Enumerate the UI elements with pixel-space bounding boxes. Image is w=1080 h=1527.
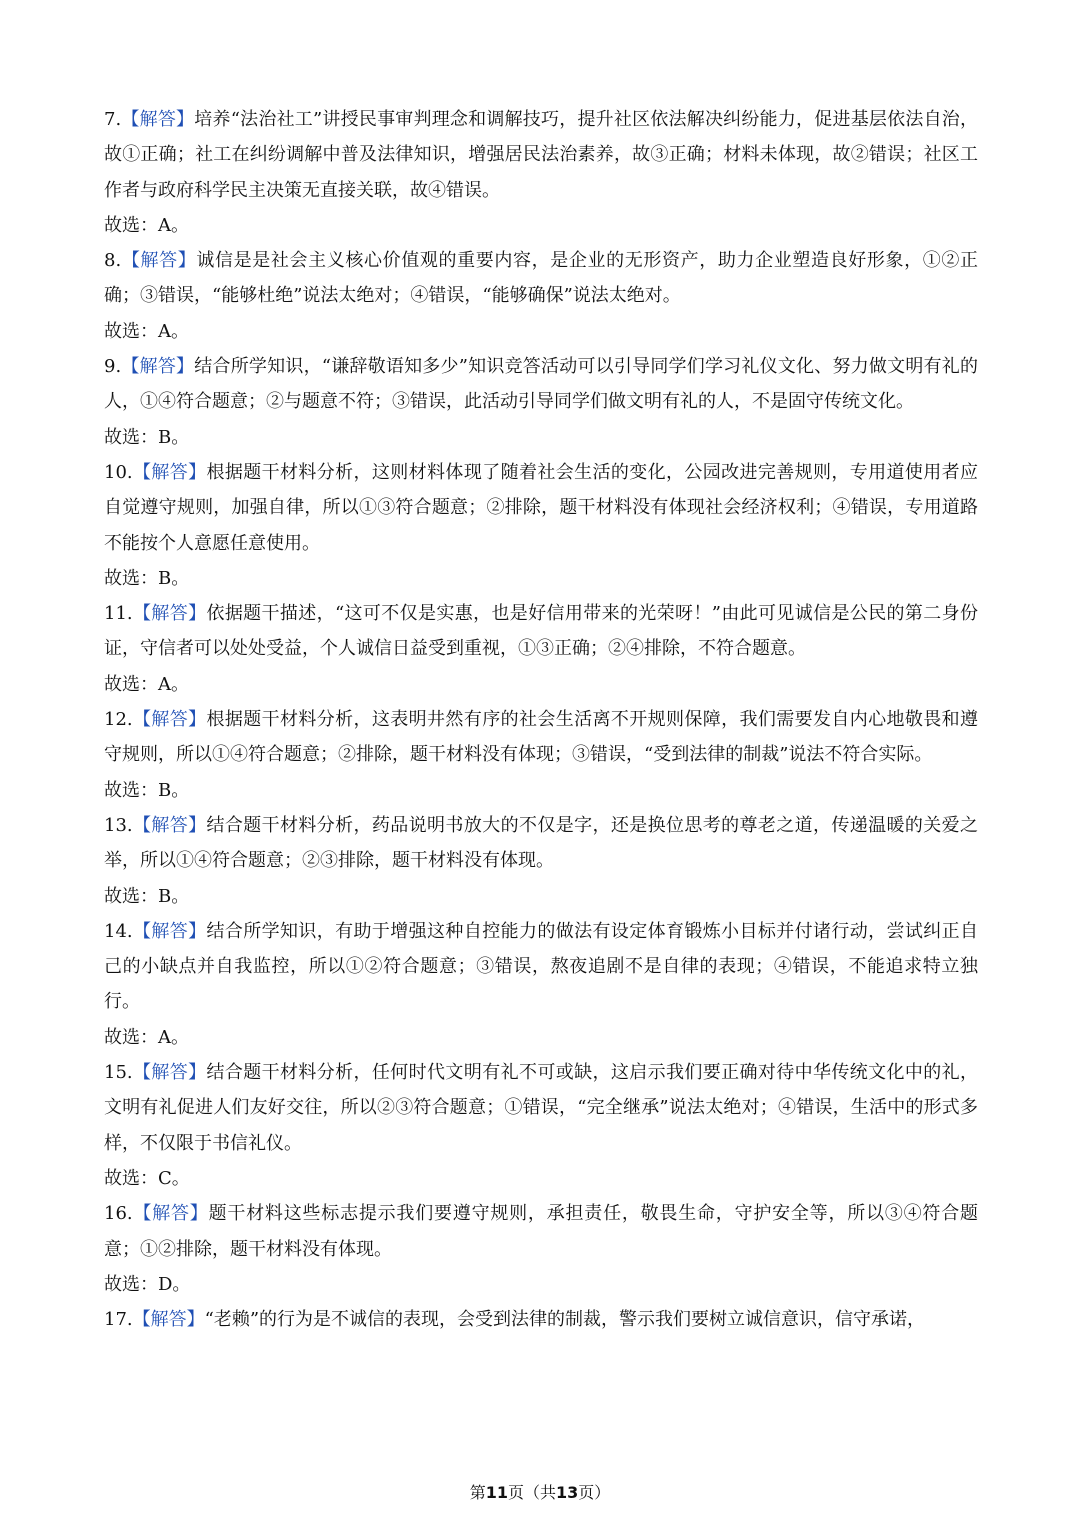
answer-paragraph xyxy=(104,1055,978,1161)
question-number: 10. xyxy=(104,461,133,483)
question-number: 16. xyxy=(104,1203,133,1225)
answer-tag: 【解答】 xyxy=(121,356,195,378)
answer-tag: 【解答】 xyxy=(132,603,207,625)
answer-text: “老赖”的行为是不诚信的表现，会受到法律的制裁，警示我们要树立诚信意识，信守承诺， xyxy=(204,1309,926,1331)
answer-tag: 【解答】 xyxy=(132,920,207,942)
answer-paragraph xyxy=(104,808,978,879)
question-number: 7. xyxy=(104,109,122,130)
question-number: 12. xyxy=(104,709,133,731)
question-number: 17. xyxy=(104,1309,133,1331)
footer-middle: 页（共 xyxy=(507,1483,556,1502)
answer-choice: 故选：B。 xyxy=(104,567,190,589)
question-number: 14. xyxy=(104,920,133,942)
answer-content xyxy=(104,102,978,1337)
answer-text: 根据题干材料分析，这表明井然有序的社会生活离不开规则保障，我们需要发自内心地敬畏和遵守规则，所以①④符合题意；②排除，题干材料没有体现；③错误，“受到法律的制裁”说法不符合实际。 xyxy=(104,709,978,766)
answer-paragraph xyxy=(104,102,978,208)
answer-text: 培养“法治社工”讲授民事审判理念和调解技巧，提升社区依法解决纠纷能力，促进基层依法自治，故①正确；社工在纠纷调解中普及法律知识，增强居民法治素养，故③正确；材料未体现，故②错误；社区工作者与政府科学民主决策无直接关联，故④错误。 xyxy=(104,109,979,201)
answer-choice: 故选：B。 xyxy=(104,426,190,448)
answer-tag: 【解答】 xyxy=(132,1309,205,1331)
answer-choice: 故选：D。 xyxy=(104,1273,191,1295)
answer-text: 诚信是是社会主义核心价值观的重要内容，是企业的无形资产，助力企业塑造良好形象，①②正确；③错误，“能够杜绝”说法太绝对；④错误，“能够确保”说法太绝对。 xyxy=(104,250,979,307)
answer-tag: 【解答】 xyxy=(121,250,197,272)
question-number: 13. xyxy=(104,814,133,836)
answer-paragraph xyxy=(104,1196,978,1267)
answer-tag: 【解答】 xyxy=(132,814,207,836)
footer-suffix: 页） xyxy=(578,1483,611,1502)
answer-choice: 故选：B。 xyxy=(104,779,190,801)
answer-tag: 【解答】 xyxy=(132,461,207,483)
answer-text: 根据题干材料分析，这则材料体现了随着社会生活的变化，公园改进完善规则，专用道使用者应自觉遵守规则，加强自律，所以①③符合题意；②排除，题干材料没有体现社会经济权利；④错误，专用道路不能按个人意愿任意使用。 xyxy=(104,461,978,554)
answer-tag: 【解答】 xyxy=(132,709,207,731)
page-footer xyxy=(0,1480,1080,1503)
answer-choice: 故选：A。 xyxy=(104,214,189,236)
question-number: 8. xyxy=(104,250,122,272)
current-page-number: 11 xyxy=(485,1483,508,1502)
answer-choice: 故选：A。 xyxy=(104,320,189,342)
answer-paragraph xyxy=(104,455,978,561)
answer-text: 依据题干描述，“这可不仅是实惠，也是好信用带来的光荣呀！”由此可见诚信是公民的第二身份证，守信者可以处处受益，个人诚信日益受到重视，①③正确；②④排除，不符合题意。 xyxy=(104,603,979,660)
total-page-number: 13 xyxy=(556,1483,579,1502)
question-number: 9. xyxy=(104,356,122,378)
answer-paragraph xyxy=(104,914,978,1020)
answer-text: 结合题干材料分析，药品说明书放大的不仅是字，还是换位思考的尊老之道，传递温暖的关爱之举，所以①④符合题意；②③排除，题干材料没有体现。 xyxy=(104,814,978,872)
answer-choice: 故选：B。 xyxy=(104,885,190,907)
answer-tag: 【解答】 xyxy=(132,1203,209,1225)
answer-paragraph xyxy=(104,1302,978,1337)
answer-text: 结合所学知识，有助于增强这种自控能力的做法有设定体育锻炼小目标并付诸行动，尝试纠正自己的小缺点并自我监控，所以①②符合题意；③错误，熬夜追剧不是自律的表现；④错误，不能追求特立独行。 xyxy=(104,920,978,1013)
question-number: 11. xyxy=(104,603,133,625)
footer-prefix: 第 xyxy=(469,1483,486,1502)
answer-tag: 【解答】 xyxy=(132,1062,207,1084)
answer-paragraph xyxy=(104,243,978,314)
answer-text: 题干材料这些标志提示我们要遵守规则，承担责任，敬畏生命，守护安全等，所以③④符合题意；①②排除，题干材料没有体现。 xyxy=(104,1203,979,1260)
question-number: 15. xyxy=(104,1062,133,1084)
answer-tag: 【解答】 xyxy=(121,109,195,130)
answer-choice: 故选：A。 xyxy=(104,1026,189,1048)
answer-choice: 故选：C。 xyxy=(104,1167,190,1189)
answer-choice: 故选：A。 xyxy=(104,673,189,695)
answer-text: 结合所学知识，“谦辞敬语知多少”知识竞答活动可以引导同学们学习礼仪文化、努力做文明有礼的人，①④符合题意；②与题意不符；③错误，此活动引导同学们做文明有礼的人，不是固守传统文化。 xyxy=(104,356,979,413)
answer-paragraph xyxy=(104,596,978,667)
answer-text: 结合题干材料分析，任何时代文明有礼不可或缺，这启示我们要正确对待中华传统文化中的礼，文明有礼促进人们友好交往，所以②③符合题意；①错误，“完全继承”说法太绝对；④错误，生活中的形式多样，不仅限于书信礼仪。 xyxy=(104,1062,978,1154)
answer-paragraph xyxy=(104,702,978,773)
answer-paragraph xyxy=(104,349,978,420)
